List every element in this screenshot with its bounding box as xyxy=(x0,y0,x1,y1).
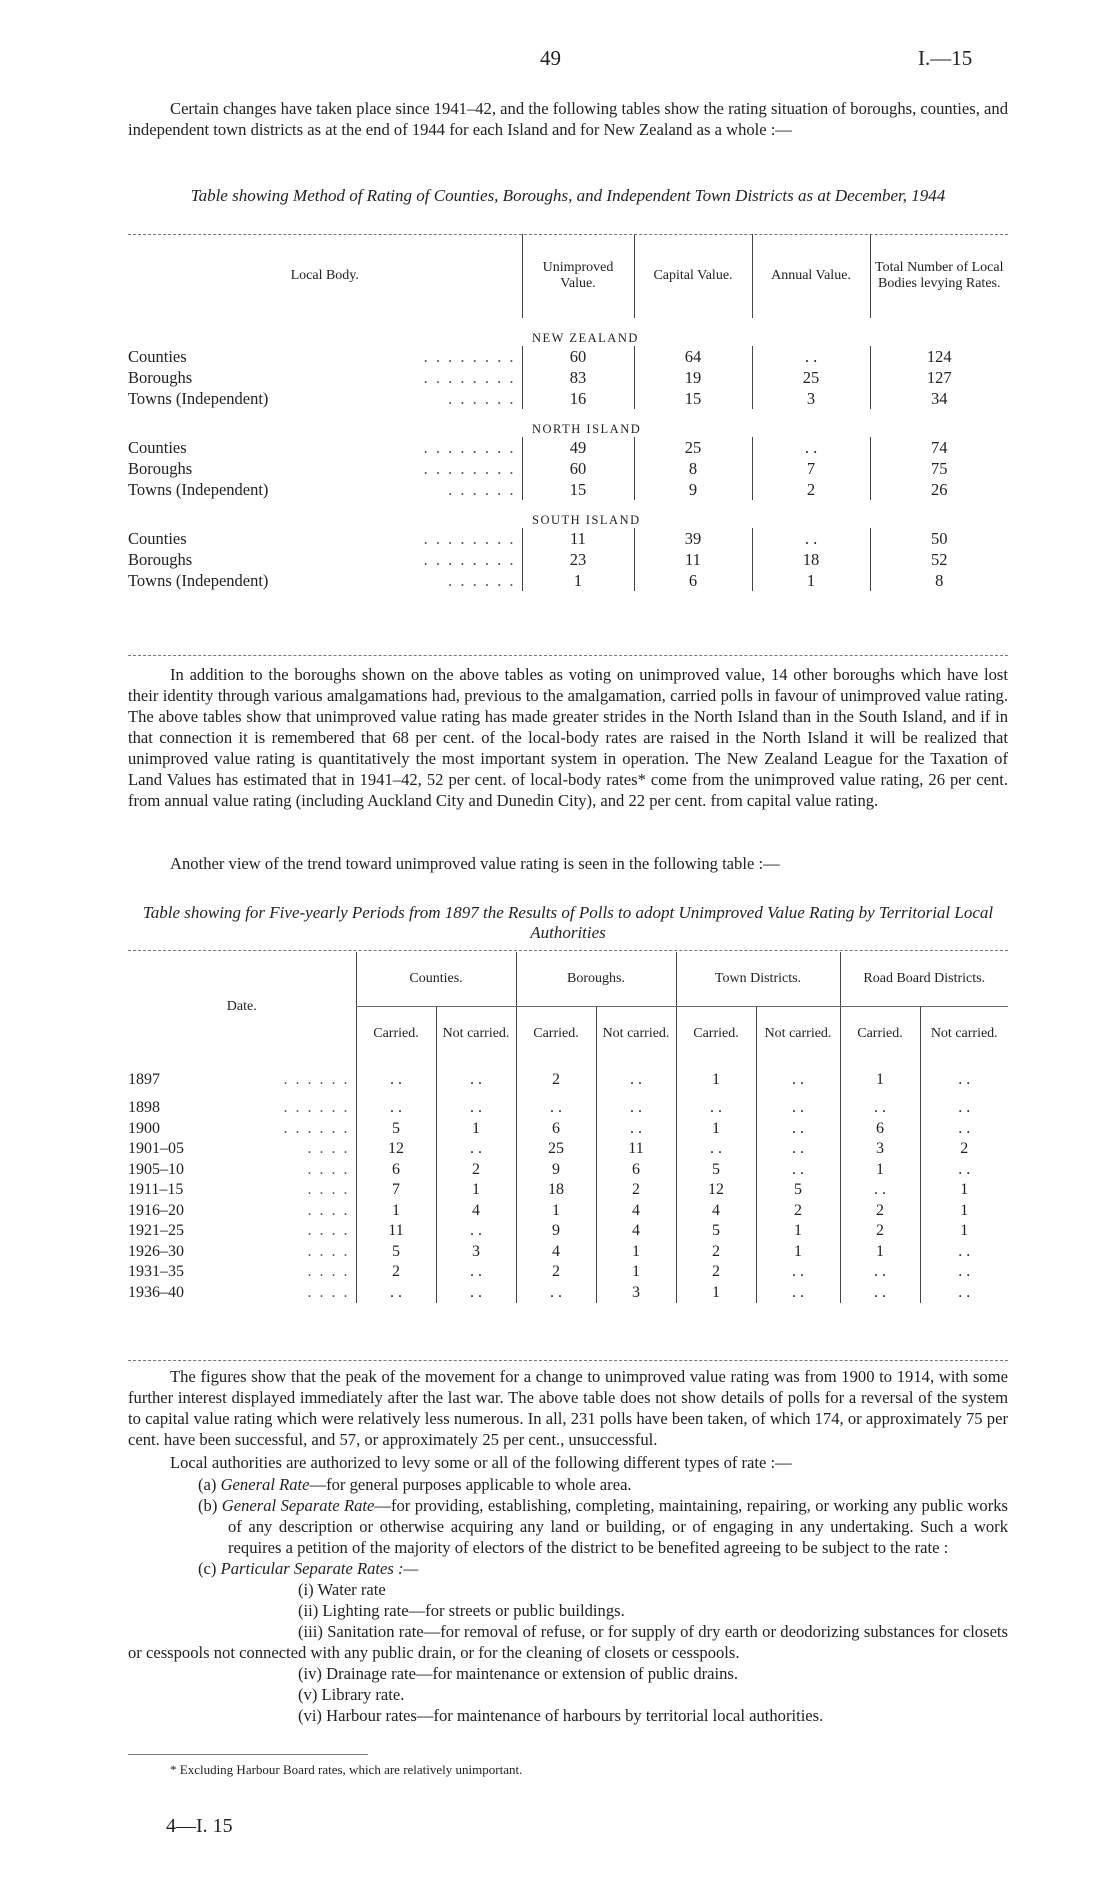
cell-carried: . . xyxy=(676,1098,756,1119)
cell-not-carried: 4 xyxy=(596,1201,676,1222)
cell-not-carried: . . xyxy=(920,1283,1008,1304)
col-not-carried: Not carried. xyxy=(596,1006,676,1062)
section-heading-row xyxy=(128,318,1008,346)
cell-not-carried: 11 xyxy=(596,1139,676,1160)
table-row xyxy=(128,1262,1008,1283)
col-carried: Carried. xyxy=(516,1006,596,1062)
table-row xyxy=(128,1221,1008,1242)
cell-carried: 6 xyxy=(356,1160,436,1181)
cell-not-carried: . . xyxy=(920,1262,1008,1283)
cell-not-carried: . . xyxy=(756,1139,840,1160)
cell-carried: 2 xyxy=(840,1201,920,1222)
cell-not-carried: 1 xyxy=(596,1242,676,1263)
rate-item-a: (a) General Rate—for general purposes applicable to whole area. xyxy=(198,1475,632,1494)
cell-not-carried: . . xyxy=(436,1283,516,1304)
col-carried: Carried. xyxy=(840,1006,920,1062)
cell-not-carried: . . xyxy=(920,1062,1008,1098)
cell-not-carried: 1 xyxy=(756,1242,840,1263)
cell-unimproved: 23 xyxy=(522,549,634,570)
cell-carried: 6 xyxy=(840,1119,920,1140)
table-row xyxy=(128,1160,1008,1181)
cell-capital: 64 xyxy=(634,346,752,367)
cell-carried: 1 xyxy=(356,1201,436,1222)
leader-dots: . . . . xyxy=(307,1160,350,1178)
leader-dots: . . . . xyxy=(307,1181,350,1199)
cell-unimproved: 1 xyxy=(522,570,634,591)
col-date: Date. xyxy=(226,999,257,1014)
row-label: Towns (Independent) xyxy=(128,570,269,590)
row-date-cell xyxy=(128,1221,356,1242)
cell-carried: 5 xyxy=(356,1119,436,1140)
cell-carried: 1 xyxy=(676,1119,756,1140)
rate-sub-item: (ii) Lighting rate—for streets or public buildings. xyxy=(298,1601,625,1620)
row-label-cell xyxy=(128,437,522,458)
cell-annual: . . xyxy=(752,437,870,458)
rate-sub-item: (iv) Drainage rate—for maintenance or extension of public drains. xyxy=(298,1664,739,1683)
cell-unimproved: 60 xyxy=(522,346,634,367)
cell-capital: 8 xyxy=(634,458,752,479)
cell-not-carried: 6 xyxy=(596,1160,676,1181)
col-unimproved-value: Unimproved Value. xyxy=(522,234,634,318)
cell-not-carried: 1 xyxy=(920,1221,1008,1242)
section-title: SOUTH ISLAND xyxy=(532,513,641,527)
cell-capital: 25 xyxy=(634,437,752,458)
col-annual-value: Annual Value. xyxy=(752,234,870,318)
rate-sub-item: (v) Library rate. xyxy=(298,1685,405,1704)
cell-capital: 39 xyxy=(634,528,752,549)
leader-dots: . . . . xyxy=(307,1242,350,1260)
group-town-districts: Town Districts. xyxy=(676,952,840,1006)
intro-paragraph: Certain changes have taken place since 1941–42, and the following tables show the rating situation of boroughs, counties, and independent town districts as at the end of 1944 for each Island and for New Zealand as a whole :— xyxy=(128,99,1008,139)
table-row xyxy=(128,367,1008,388)
cell-not-carried: 2 xyxy=(436,1160,516,1181)
table2-top-rule xyxy=(128,950,1008,951)
col-not-carried: Not carried. xyxy=(436,1006,516,1062)
cell-not-carried: . . xyxy=(756,1098,840,1119)
leader-dots: . . . . . . . . xyxy=(423,346,516,366)
cell-total: 50 xyxy=(870,528,1008,549)
cell-total: 34 xyxy=(870,388,1008,409)
cell-annual: . . xyxy=(752,346,870,367)
cell-not-carried: . . xyxy=(596,1098,676,1119)
cell-total: 124 xyxy=(870,346,1008,367)
cell-carried: . . xyxy=(516,1098,596,1119)
cell-annual: 1 xyxy=(752,570,870,591)
cell-not-carried: 4 xyxy=(596,1221,676,1242)
row-label-cell xyxy=(128,458,522,479)
cell-annual: 25 xyxy=(752,367,870,388)
cell-not-carried: . . xyxy=(756,1062,840,1098)
cell-not-carried: 2 xyxy=(920,1139,1008,1160)
table-row xyxy=(128,1201,1008,1222)
leader-dots: . . . . . . xyxy=(283,1071,350,1088)
leader-dots: . . . . xyxy=(307,1283,350,1301)
row-date-cell xyxy=(128,1160,356,1181)
cell-carried: 2 xyxy=(516,1262,596,1283)
rate-sub-item: (iii) Sanitation rate—for removal of refuse, or for supply of dry earth or deodorizing substances for closets or cesspools not connected with any public drain, or for the cleaning of closets or cesspools. xyxy=(128,1622,1008,1662)
cell-annual: . . xyxy=(752,528,870,549)
leader-dots: . . . . . . xyxy=(448,570,516,590)
row-label-cell xyxy=(128,570,522,591)
leader-dots: . . . . . . xyxy=(448,479,516,499)
row-date-cell xyxy=(128,1262,356,1283)
row-date-cell xyxy=(128,1283,356,1304)
col-not-carried: Not carried. xyxy=(756,1006,840,1062)
rating-method-table xyxy=(128,234,1008,591)
cell-capital: 11 xyxy=(634,549,752,570)
row-label-cell xyxy=(128,528,522,549)
table-row xyxy=(128,570,1008,591)
leader-dots: . . . . . . . . xyxy=(423,437,516,457)
general-separate-rate-title: General Separate Rate xyxy=(221,1496,375,1515)
general-rate-title: General Rate xyxy=(220,1475,310,1494)
cell-carried: 12 xyxy=(356,1139,436,1160)
table-row xyxy=(128,388,1008,409)
cell-not-carried: . . xyxy=(756,1283,840,1304)
cell-total: 8 xyxy=(870,570,1008,591)
group-road-board-districts: Road Board Districts. xyxy=(840,952,1008,1006)
particular-separate-rates-title: Particular Separate Rates :— xyxy=(220,1559,419,1578)
row-date-cell xyxy=(128,1119,356,1140)
leader-dots: . . . . . . xyxy=(283,1099,350,1117)
col-capital-value: Capital Value. xyxy=(634,234,752,318)
row-date: 1931–35 xyxy=(128,1263,184,1281)
row-date-cell xyxy=(128,1139,356,1160)
cell-not-carried: 1 xyxy=(756,1221,840,1242)
cell-carried: 1 xyxy=(840,1062,920,1098)
row-date: 1905–10 xyxy=(128,1160,184,1178)
signature-mark: 4—I. 15 xyxy=(166,1815,233,1837)
group-boroughs: Boroughs. xyxy=(516,952,676,1006)
cell-total: 74 xyxy=(870,437,1008,458)
row-label: Towns (Independent) xyxy=(128,388,269,408)
cell-carried: 4 xyxy=(516,1242,596,1263)
cell-carried: 2 xyxy=(516,1062,596,1098)
table-row xyxy=(128,458,1008,479)
row-date: 1900 xyxy=(128,1119,160,1137)
row-label-cell xyxy=(128,388,522,409)
cell-total: 127 xyxy=(870,367,1008,388)
cell-carried: 2 xyxy=(676,1242,756,1263)
table-row xyxy=(128,549,1008,570)
paragraph-trend: Another view of the trend toward unimproved value rating is seen in the following table :— xyxy=(170,854,780,873)
cell-carried: 5 xyxy=(356,1242,436,1263)
cell-carried: 1 xyxy=(840,1242,920,1263)
row-label-cell xyxy=(128,549,522,570)
leader-dots: . . . . xyxy=(307,1140,350,1158)
cell-unimproved: 11 xyxy=(522,528,634,549)
table-row xyxy=(128,1139,1008,1160)
col-total-local-bodies: Total Number of Local Bodies levying Rates. xyxy=(870,234,1008,318)
page-number: 49 xyxy=(540,46,561,70)
paragraph-amalgamations: In addition to the boroughs shown on the above tables as voting on unimproved value, 14 other boroughs which have lost their identity through various amalgamations had, previous to the amalgamation, carried polls in favour of unimproved value rating. The above tables show that unimproved value rating has made greater strides in the North Island than in the South Island, and if in that connection it is remembered that 68 per cent. of the local-body rates are raised in the North Island it will be realized that unimproved value rating is quantitatively the most important system in operation. The New Zealand League for the Taxation of Land Values has estimated that in 1941–42, 52 per cent. of local-body rates* come from the unimproved value rating, 26 per cent. from annual value rating (including Auckland City and Dunedin City), and 22 per cent. from capital value rating. xyxy=(128,665,1008,810)
polls-table xyxy=(128,952,1008,1303)
cell-carried: 4 xyxy=(676,1201,756,1222)
document-reference: I.—15 xyxy=(918,46,973,70)
cell-not-carried: . . xyxy=(436,1262,516,1283)
leader-dots: . . . . . . xyxy=(448,388,516,408)
rate-item-b: (b) General Separate Rate—for providing, establishing, completing, maintaining, repairing, or working any public works of any description or otherwise acquiring any land or building, or of engaging in any undertaking. Such a work requires a petition of the majority of electors of the district to be benefited agreeing to be subject to the rate : xyxy=(198,1496,1008,1557)
cell-carried: . . xyxy=(356,1098,436,1119)
paragraph-peak: The figures show that the peak of the movement for a change to unimproved value rating was from 1900 to 1914, with some further interest displayed immediately after the last war. The above table does not show details of polls for a reversal of the system to capital value rating which were relatively less numerous. In all, 231 polls have been taken, of which 174, or approximately 75 per cent. have been successful, and 57, or approximately 25 per cent., unsuccessful. xyxy=(128,1367,1008,1449)
polls-table-body xyxy=(128,1062,1008,1303)
cell-not-carried: 5 xyxy=(756,1180,840,1201)
cell-capital: 15 xyxy=(634,388,752,409)
row-label-cell xyxy=(128,479,522,500)
row-date: 1911–15 xyxy=(128,1181,184,1199)
cell-not-carried: . . xyxy=(756,1160,840,1181)
cell-carried: . . xyxy=(356,1283,436,1304)
row-label: Boroughs xyxy=(128,549,193,569)
table-row xyxy=(128,1242,1008,1263)
leader-dots: . . . . . . . . xyxy=(423,458,516,478)
cell-annual: 2 xyxy=(752,479,870,500)
row-date-cell xyxy=(128,1242,356,1263)
cell-carried: 9 xyxy=(516,1160,596,1181)
cell-not-carried: . . xyxy=(596,1119,676,1140)
cell-carried: 12 xyxy=(676,1180,756,1201)
leader-dots: . . . . . . . . xyxy=(423,528,516,548)
row-date: 1916–20 xyxy=(128,1201,184,1219)
cell-carried: 6 xyxy=(516,1119,596,1140)
cell-carried: 2 xyxy=(840,1221,920,1242)
cell-carried: 2 xyxy=(356,1262,436,1283)
cell-not-carried: 4 xyxy=(436,1201,516,1222)
cell-carried: . . xyxy=(516,1283,596,1304)
paragraph-rate-types: Local authorities are authorized to levy some or all of the following different types of rate :— xyxy=(170,1453,792,1472)
col-carried: Carried. xyxy=(356,1006,436,1062)
row-label-cell xyxy=(128,367,522,388)
leader-dots: . . . . . . xyxy=(283,1119,350,1137)
cell-not-carried: . . xyxy=(920,1160,1008,1181)
row-label: Counties xyxy=(128,346,187,366)
cell-not-carried: 1 xyxy=(436,1119,516,1140)
cell-not-carried: 2 xyxy=(756,1201,840,1222)
row-date-cell xyxy=(128,1180,356,1201)
cell-not-carried: 3 xyxy=(596,1283,676,1304)
cell-capital: 9 xyxy=(634,479,752,500)
cell-not-carried: 3 xyxy=(436,1242,516,1263)
rate-types-list xyxy=(128,1474,1008,1726)
cell-unimproved: 15 xyxy=(522,479,634,500)
cell-not-carried: . . xyxy=(756,1119,840,1140)
cell-carried: 5 xyxy=(676,1160,756,1181)
leader-dots: . . . . xyxy=(307,1222,350,1240)
row-date: 1936–40 xyxy=(128,1283,184,1301)
col-carried: Carried. xyxy=(676,1006,756,1062)
row-date-cell xyxy=(128,1098,356,1119)
cell-not-carried: . . xyxy=(920,1098,1008,1119)
table-row xyxy=(128,1283,1008,1304)
cell-unimproved: 16 xyxy=(522,388,634,409)
table-row xyxy=(128,528,1008,549)
section-title: NEW ZEALAND xyxy=(532,331,639,345)
footnote-rule xyxy=(128,1754,368,1755)
cell-carried: 11 xyxy=(356,1221,436,1242)
table-row xyxy=(128,1062,1008,1098)
cell-not-carried: . . xyxy=(436,1221,516,1242)
cell-not-carried: . . xyxy=(436,1139,516,1160)
row-date: 1898 xyxy=(128,1099,160,1117)
table-row xyxy=(128,346,1008,367)
row-date: 1901–05 xyxy=(128,1140,184,1158)
cell-carried: 1 xyxy=(676,1283,756,1304)
cell-not-carried: 1 xyxy=(596,1262,676,1283)
cell-not-carried: . . xyxy=(920,1242,1008,1263)
table1-caption: Table showing Method of Rating of Counties, Boroughs, and Independent Town Districts as at December, 1944 xyxy=(190,186,946,205)
cell-not-carried: . . xyxy=(596,1062,676,1098)
cell-unimproved: 49 xyxy=(522,437,634,458)
footnote: * Excluding Harbour Board rates, which are relatively unimportant. xyxy=(170,1762,523,1777)
table1-bottom-rule xyxy=(128,655,1008,656)
row-date: 1926–30 xyxy=(128,1242,184,1260)
group-counties: Counties. xyxy=(356,952,516,1006)
cell-annual: 18 xyxy=(752,549,870,570)
cell-carried: 1 xyxy=(840,1160,920,1181)
section-title: NORTH ISLAND xyxy=(532,422,642,436)
cell-capital: 19 xyxy=(634,367,752,388)
leader-dots: . . . . xyxy=(307,1201,350,1219)
cell-not-carried: 1 xyxy=(436,1180,516,1201)
cell-unimproved: 60 xyxy=(522,458,634,479)
row-date: 1897 xyxy=(128,1071,160,1088)
section-heading-row xyxy=(128,409,1008,437)
cell-carried: 9 xyxy=(516,1221,596,1242)
cell-unimproved: 83 xyxy=(522,367,634,388)
row-label: Counties xyxy=(128,437,187,457)
leader-dots: . . . . . . . . xyxy=(423,367,516,387)
section-heading-row xyxy=(128,500,1008,528)
cell-carried: 7 xyxy=(356,1180,436,1201)
cell-annual: 7 xyxy=(752,458,870,479)
cell-carried: . . xyxy=(840,1180,920,1201)
cell-carried: 3 xyxy=(840,1139,920,1160)
rate-sub-item: (i) Water rate xyxy=(298,1580,386,1599)
cell-not-carried: 1 xyxy=(920,1201,1008,1222)
table-row xyxy=(128,1119,1008,1140)
col-local-body: Local Body. xyxy=(290,268,359,283)
table-row xyxy=(128,437,1008,458)
cell-capital: 6 xyxy=(634,570,752,591)
row-label: Counties xyxy=(128,528,187,548)
rate-sub-item: (vi) Harbour rates—for maintenance of harbours by territorial local authorities. xyxy=(298,1706,824,1725)
row-label: Boroughs xyxy=(128,458,193,478)
cell-carried: 5 xyxy=(676,1221,756,1242)
cell-carried: 1 xyxy=(676,1062,756,1098)
cell-not-carried: . . xyxy=(436,1062,516,1098)
cell-not-carried: . . xyxy=(436,1098,516,1119)
cell-carried: . . xyxy=(840,1262,920,1283)
row-label: Boroughs xyxy=(128,367,193,387)
row-date: 1921–25 xyxy=(128,1222,184,1240)
table2-caption: Table showing for Five-yearly Periods from 1897 the Results of Polls to adopt Unimproved Value Rating by Territorial Local Authorities xyxy=(142,903,994,942)
cell-not-carried: 2 xyxy=(596,1180,676,1201)
cell-annual: 3 xyxy=(752,388,870,409)
cell-not-carried: . . xyxy=(756,1262,840,1283)
cell-not-carried: 1 xyxy=(920,1180,1008,1201)
leader-dots: . . . . xyxy=(307,1263,350,1281)
cell-carried: 1 xyxy=(516,1201,596,1222)
cell-total: 52 xyxy=(870,549,1008,570)
cell-carried: 25 xyxy=(516,1139,596,1160)
leader-dots: . . . . . . . . xyxy=(423,549,516,569)
row-label: Towns (Independent) xyxy=(128,479,269,499)
rate-item-c: (c) Particular Separate Rates :— xyxy=(198,1559,419,1578)
rating-method-table-body xyxy=(128,318,1008,591)
cell-carried: 2 xyxy=(676,1262,756,1283)
cell-total: 26 xyxy=(870,479,1008,500)
col-not-carried: Not carried. xyxy=(920,1006,1008,1062)
row-date-cell xyxy=(128,1201,356,1222)
cell-not-carried: . . xyxy=(920,1119,1008,1140)
cell-carried: . . xyxy=(356,1062,436,1098)
table-row xyxy=(128,1180,1008,1201)
cell-carried: . . xyxy=(840,1283,920,1304)
cell-carried: . . xyxy=(840,1098,920,1119)
cell-total: 75 xyxy=(870,458,1008,479)
row-label-cell xyxy=(128,346,522,367)
table-row xyxy=(128,479,1008,500)
table2-bottom-rule xyxy=(128,1360,1008,1361)
table-row xyxy=(128,1098,1008,1119)
row-date-cell xyxy=(128,1062,356,1098)
cell-carried: . . xyxy=(676,1139,756,1160)
cell-carried: 18 xyxy=(516,1180,596,1201)
